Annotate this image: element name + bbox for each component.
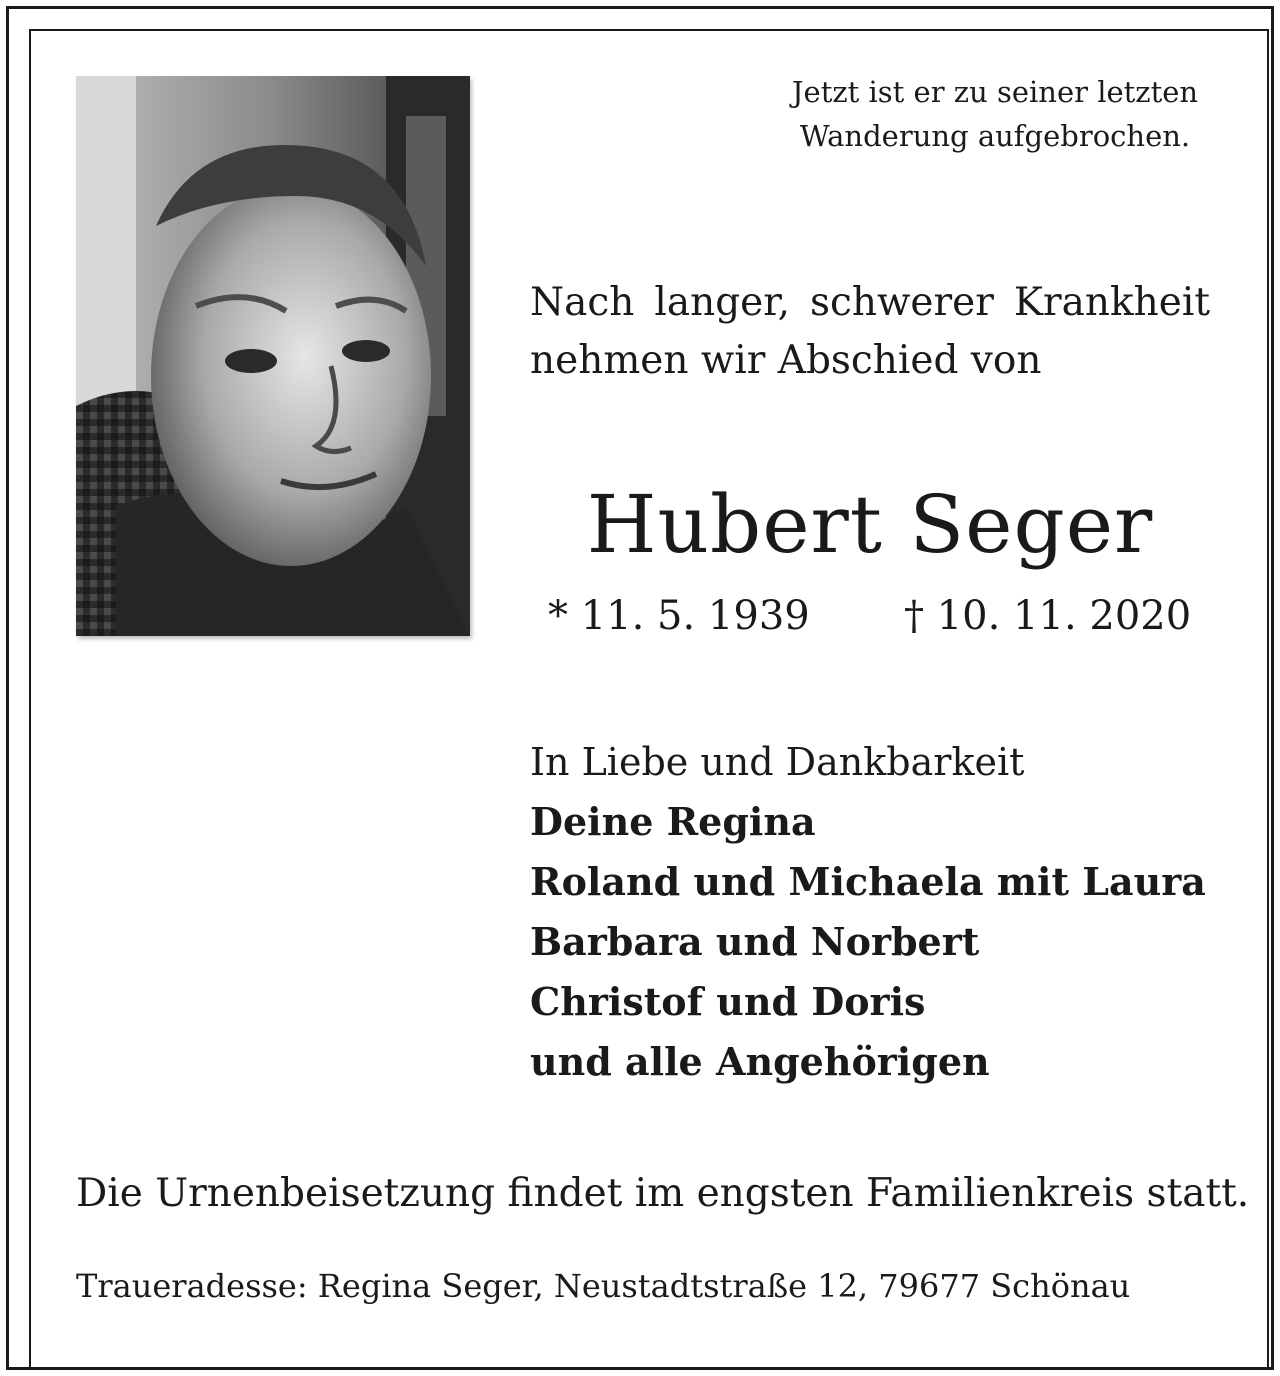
deceased-name: Hubert Seger [586, 478, 1154, 571]
mourner-name: Barbara und Norbert [530, 919, 980, 964]
mourner-name: und alle Angehörigen [530, 1039, 990, 1084]
mourner-name: Christof und Doris [530, 979, 926, 1024]
motto-line-2: Wanderung aufgebrochen. [799, 119, 1191, 153]
mourning-address: Traueradesse: Regina Seger, Neustadtstraße 12, 79677 Schönau [76, 1267, 1131, 1305]
birth-date: * 11. 5. 1939 [548, 593, 810, 639]
mourner-name: Roland und Michaela mit Laura [530, 859, 1206, 904]
mourners-block [530, 732, 1220, 1092]
intro-line-2: nehmen wir Abschied von [530, 338, 1042, 383]
mourner-names [530, 792, 1220, 1092]
closing-phrase: In Liebe und Dankbarkeit [530, 740, 1025, 784]
burial-note: Die Urnenbeisetzung findet im engsten Familienkreis statt. [76, 1171, 1250, 1216]
intro-line-1: Nach langer, schwerer Krankheit [530, 280, 1210, 325]
motto [760, 70, 1230, 158]
portrait-photo-icon [76, 76, 470, 636]
motto-line-1: Jetzt ist er zu seiner letzten [791, 75, 1199, 109]
intro-text [530, 274, 1210, 390]
mourner-name: Deine Regina [530, 799, 816, 844]
death-date: † 10. 11. 2020 [904, 593, 1192, 639]
portrait-photo [76, 76, 470, 636]
